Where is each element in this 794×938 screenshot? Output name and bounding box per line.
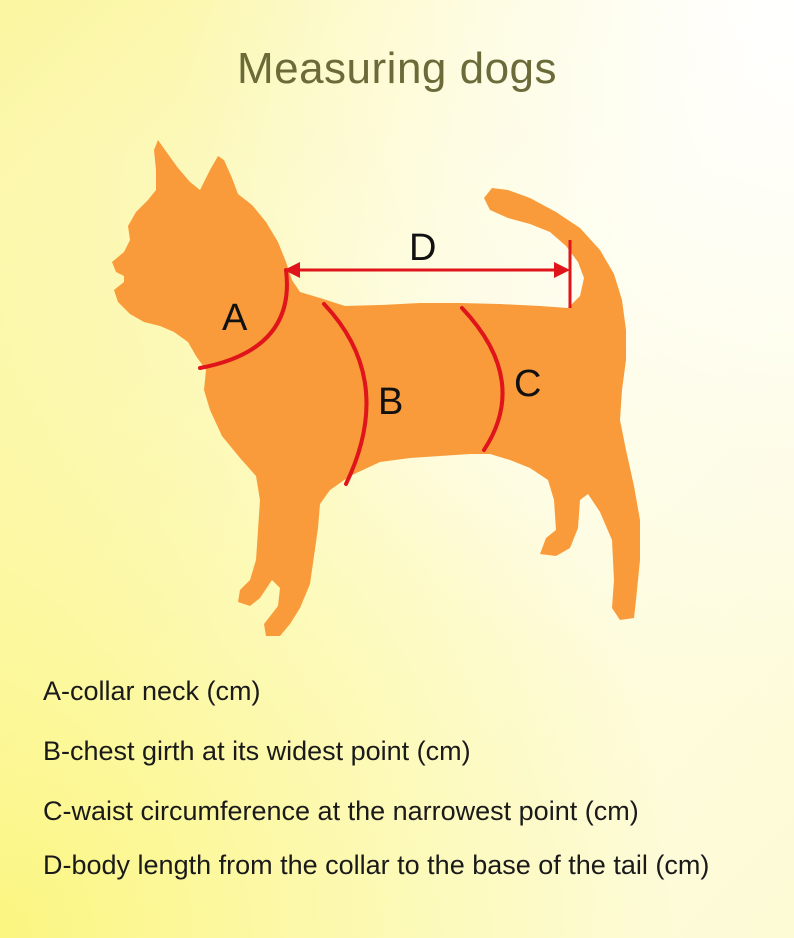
arrowhead-right	[554, 262, 570, 278]
label-a: A	[222, 297, 248, 339]
legend-item-d: D-body length from the collar to the base of the tail (cm)	[43, 850, 710, 880]
legend-item-a: A-collar neck (cm)	[43, 676, 261, 706]
label-d: D	[409, 227, 437, 269]
legend-item-c: C-waist circumference at the narrowest point (cm)	[43, 796, 639, 826]
legend-item-b: B-chest girth at its widest point (cm)	[43, 736, 471, 766]
label-b: B	[378, 381, 404, 423]
dog-silhouette	[112, 140, 640, 636]
page-title: Measuring dogs	[236, 44, 558, 93]
label-c: C	[514, 363, 542, 405]
